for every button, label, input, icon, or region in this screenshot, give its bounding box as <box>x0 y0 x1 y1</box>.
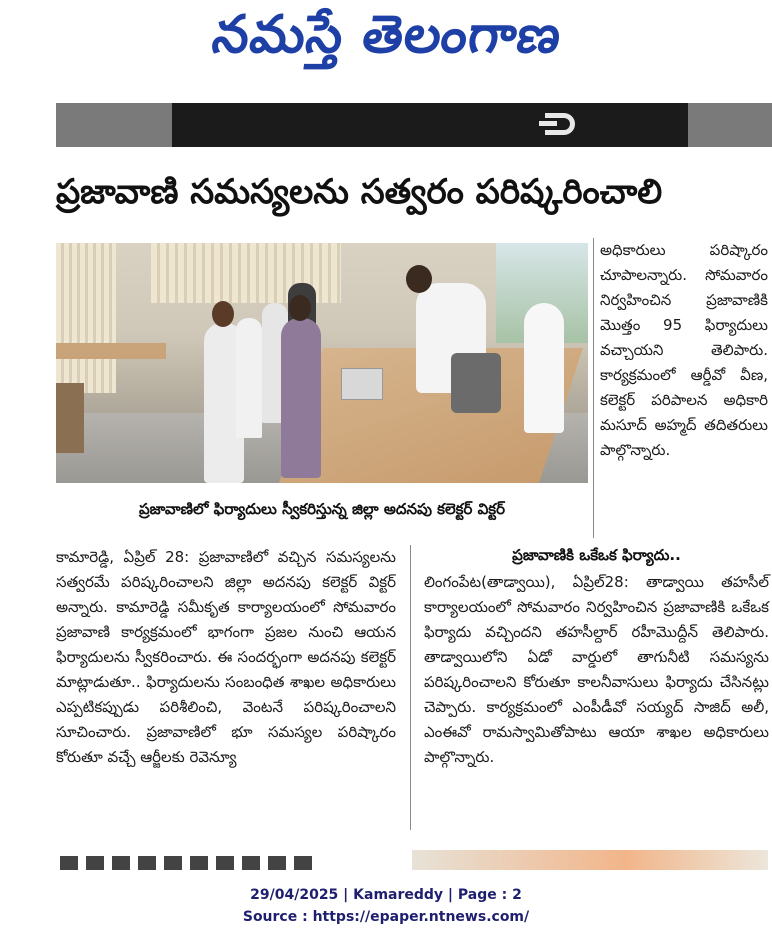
band-logo-mark <box>545 113 575 135</box>
next-article-photo-fragment <box>412 850 768 870</box>
sub-article-body: లింగంపేట(తాడ్వాయి), ఏప్రిల్28: తాడ్వాయి తహసీల్ కార్యాలయంలో సోమవారం నిర్వహించిన ప్రజావాణికి ఒకేఒక ఫిర్యాదు వచ్చిందని తహసీల్దార్ రహీమొద్దీన్ తెలిపారు. తాడ్వాయిలోని ఏడో వార్డులో తాగునీటి సమస్యను పరిష్కరించాలని కోరుతూ కాలనీవాసులు ఫిర్యాదు చేసినట్లు చెప్పారు. కార్యక్రమంలో ఎంపీడీవో సయ్యద్ సాజిద్ అలీ, ఎంఈవో రామస్వామితోపాటు ఆయా శాఖల అధికారులు పాల్గొన్నారు. <box>424 573 769 766</box>
newspaper-masthead <box>0 0 772 86</box>
article-body-column: కామారెడ్డి, ఏప్రిల్ 28: ప్రజావాణిలో వచ్చిన సమస్యలను సత్వరమే పరిష్కరించాలని జిల్లా అదనపు కలెక్టర్ విక్టర్ అన్నారు. కామారెడ్డి సమీకృత కార్యాలయంలో సోమవారం ప్రజావాణి కార్యక్రమంలో భాగంగా ప్రజల నుంచి ఆయన ఫిర్యాదులను స్వీకరించారు. ఈ సందర్భంగా అదనపు కలెక్టర్ మాట్లాడుతూ.. ఫిర్యాదులను సంబంధిత శాఖల అధికారులు ఎప్పటికప్పుడు పరిశీలించి, వెంటనే పరిష్కరించాలని సూచించారు. ప్రజావాణిలో భూ సమస్యల పరిష్కారం కోరుతూ వచ్చే ఆర్జీలకు రెవెన్యూ <box>56 548 396 766</box>
article-headline: ప్రజావాణి సమస్యలను సత్వరం పరిష్కరించాలి <box>56 172 663 212</box>
photo-caption: ప్రజావాణిలో ఫిర్యాదులు స్వీకరిస్తున్న జిల్లా అదనపు కలెక్టర్ విక్టర్ <box>139 500 505 518</box>
masthead-logo: నమస్తే తెలంగాణ <box>208 4 566 65</box>
column-divider <box>593 238 594 538</box>
column-divider <box>410 545 411 830</box>
header-band-dark <box>172 103 688 147</box>
article-photo <box>56 243 588 483</box>
next-article-header-fragment <box>60 856 320 870</box>
footer-source-line: Source : https://epaper.ntnews.com/ <box>242 909 530 925</box>
sub-article-headline: ప్రజావాణికి ఒకేఒక ఫిర్యాదు.. <box>512 546 681 564</box>
header-band <box>56 103 772 147</box>
footer-date-line: 29/04/2025 | Kamareddy | Page : 2 <box>250 887 522 903</box>
article-right-column: అధికారులు పరిష్కారం చూపాలన్నారు. సోమవారం నిర్వహించిన ప్రజావాణికి మొత్తం 95 ఫిర్యాదులు వచ్చాయని తెలిపారు. కార్యక్రమంలో ఆర్డీవో వీణ, కలెక్టర్ పరిపాలన అధికారి మసూద్ అహ్మద్ తదితరులు పాల్గొన్నారు. <box>600 241 768 459</box>
